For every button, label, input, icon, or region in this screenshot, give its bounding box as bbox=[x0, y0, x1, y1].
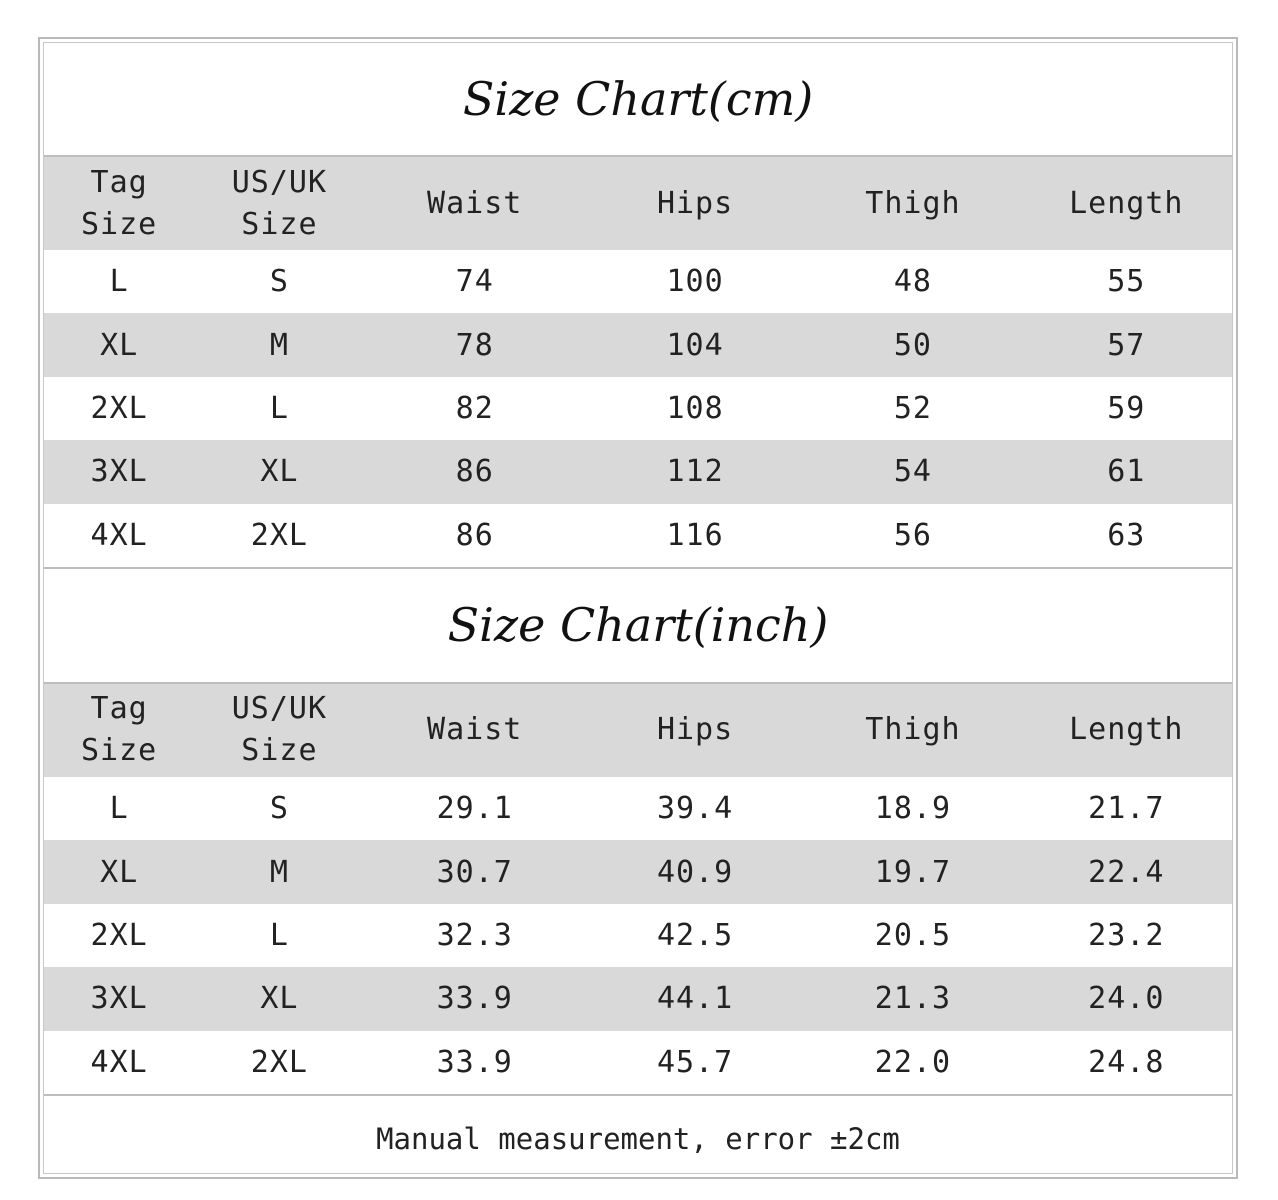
cm-table-cell: 86 bbox=[455, 517, 494, 553]
cm-table-row bbox=[44, 440, 1232, 503]
inch-table-row bbox=[44, 840, 1232, 903]
inch-header-cell bbox=[365, 684, 585, 777]
cm-table-row bbox=[44, 313, 1232, 376]
cm-header-label: Hips bbox=[656, 185, 734, 221]
inch-table-cell: 21.3 bbox=[874, 981, 952, 1017]
cm-table-cell: 104 bbox=[666, 327, 724, 363]
cm-table-cell: 2XL bbox=[90, 390, 148, 426]
cm-table-cell: M bbox=[269, 327, 289, 363]
inch-table-cell: 40.9 bbox=[656, 854, 734, 890]
cm-header-label: Tag bbox=[90, 164, 148, 200]
inch-table-cell: 45.7 bbox=[656, 1044, 734, 1080]
inch-table-cell: 2XL bbox=[90, 917, 148, 953]
cm-table-cell: 55 bbox=[1107, 264, 1146, 300]
inch-table-cell: 29.1 bbox=[436, 791, 513, 827]
inch-table-wrap bbox=[44, 684, 1232, 1096]
cm-header-cell bbox=[365, 157, 585, 250]
inch-table-cell: 33.9 bbox=[436, 981, 513, 1017]
cm-table-wrap bbox=[44, 157, 1232, 569]
cm-header-label: Size bbox=[81, 206, 158, 242]
inch-table-cell: 18.9 bbox=[874, 791, 952, 827]
cm-table-row bbox=[44, 377, 1232, 440]
inch-table-cell: 22.0 bbox=[874, 1044, 952, 1080]
inch-table-cell: 33.9 bbox=[436, 1044, 513, 1080]
size-chart-inner bbox=[43, 42, 1233, 1174]
cm-table-cell: 108 bbox=[666, 390, 724, 426]
inch-header-label: Thigh bbox=[865, 712, 961, 748]
inch-header-label: US/UK bbox=[231, 691, 328, 727]
cm-chart-title: Size Chart(cm) bbox=[44, 43, 1232, 157]
inch-table-cell: 21.7 bbox=[1088, 791, 1165, 827]
cm-table-cell: 48 bbox=[893, 264, 932, 300]
cm-table-cell: 59 bbox=[1107, 390, 1146, 426]
cm-table-row bbox=[44, 250, 1232, 313]
cm-table-cell: 57 bbox=[1107, 327, 1146, 363]
inch-table-cell: XL bbox=[260, 981, 299, 1017]
cm-table-cell: 3XL bbox=[90, 454, 148, 490]
cm-table-cell: 100 bbox=[666, 264, 724, 300]
cm-header-cell bbox=[1021, 157, 1232, 250]
inch-table-cell: M bbox=[269, 854, 289, 890]
cm-table-cell: 2XL bbox=[250, 517, 308, 553]
cm-table-cell: 52 bbox=[893, 390, 932, 426]
inch-table-cell: 32.3 bbox=[436, 917, 513, 953]
inch-table-cell: 23.2 bbox=[1088, 917, 1165, 953]
cm-table-cell: 56 bbox=[893, 517, 932, 553]
inch-header-label: Size bbox=[241, 733, 318, 769]
inch-chart-title: Size Chart(inch) bbox=[44, 569, 1232, 684]
inch-table-cell: 24.0 bbox=[1088, 981, 1165, 1017]
inch-header-row bbox=[44, 684, 1232, 777]
inch-header-cell bbox=[805, 684, 1020, 777]
size-chart-frame bbox=[38, 37, 1238, 1179]
cm-table-cell: 116 bbox=[666, 517, 724, 553]
inch-table-cell: 22.4 bbox=[1088, 854, 1165, 890]
cm-header-row bbox=[44, 157, 1232, 250]
cm-table-cell: S bbox=[269, 264, 289, 300]
cm-table-cell: L bbox=[109, 264, 129, 300]
inch-header-cell bbox=[1021, 684, 1232, 777]
cm-header-label: Thigh bbox=[865, 185, 961, 221]
cm-header-label: Size bbox=[241, 206, 318, 242]
inch-table-cell: 4XL bbox=[90, 1044, 148, 1080]
inch-table-cell: 30.7 bbox=[436, 854, 513, 890]
inch-table-cell: 20.5 bbox=[874, 917, 952, 953]
cm-header-cell bbox=[44, 157, 194, 250]
inch-header-label: Size bbox=[81, 733, 158, 769]
inch-table-cell: 19.7 bbox=[874, 854, 952, 890]
cm-table-cell: 112 bbox=[666, 454, 724, 490]
inch-table-cell: 42.5 bbox=[656, 917, 734, 953]
cm-size-table bbox=[44, 157, 1232, 567]
inch-header-label: Waist bbox=[427, 712, 523, 748]
cm-header-label: Waist bbox=[427, 185, 523, 221]
inch-table-row bbox=[44, 904, 1232, 967]
inch-table-row bbox=[44, 1031, 1232, 1094]
cm-table-cell: 78 bbox=[455, 327, 494, 363]
inch-table-row bbox=[44, 777, 1232, 840]
cm-table-row bbox=[44, 504, 1232, 567]
inch-table-cell: 24.8 bbox=[1088, 1044, 1165, 1080]
inch-table-cell: 3XL bbox=[90, 981, 148, 1017]
inch-table-row bbox=[44, 967, 1232, 1030]
inch-table-cell: S bbox=[269, 791, 289, 827]
inch-table-cell: 44.1 bbox=[656, 981, 734, 1017]
inch-table-cell: 39.4 bbox=[656, 791, 734, 827]
cm-table-cell: 4XL bbox=[90, 517, 148, 553]
cm-header-cell bbox=[194, 157, 364, 250]
cm-table-cell: XL bbox=[260, 454, 299, 490]
inch-header-label: Tag bbox=[90, 691, 148, 727]
inch-header-label: Length bbox=[1069, 712, 1184, 748]
cm-header-cell bbox=[805, 157, 1020, 250]
cm-header-cell bbox=[585, 157, 805, 250]
cm-table-cell: 86 bbox=[455, 454, 494, 490]
inch-header-cell bbox=[585, 684, 805, 777]
cm-table-cell: L bbox=[269, 390, 289, 426]
cm-table-cell: 74 bbox=[455, 264, 494, 300]
inch-table-cell: 2XL bbox=[250, 1044, 308, 1080]
cm-table-cell: 63 bbox=[1107, 517, 1146, 553]
cm-table-cell: 61 bbox=[1107, 454, 1146, 490]
inch-table-cell: L bbox=[109, 791, 129, 827]
inch-table-cell: XL bbox=[100, 854, 139, 890]
inch-table-cell: L bbox=[269, 917, 289, 953]
inch-size-table bbox=[44, 684, 1232, 1094]
inch-header-cell bbox=[194, 684, 364, 777]
cm-table-cell: 54 bbox=[893, 454, 932, 490]
inch-header-cell bbox=[44, 684, 194, 777]
cm-table-cell: 82 bbox=[455, 390, 494, 426]
measurement-note: Manual measurement, error ±2cm bbox=[376, 1121, 900, 1156]
cm-header-label: US/UK bbox=[231, 164, 328, 200]
cm-table-cell: XL bbox=[100, 327, 139, 363]
inch-header-label: Hips bbox=[656, 712, 734, 748]
cm-header-label: Length bbox=[1069, 185, 1184, 221]
cm-table-cell: 50 bbox=[893, 327, 932, 363]
